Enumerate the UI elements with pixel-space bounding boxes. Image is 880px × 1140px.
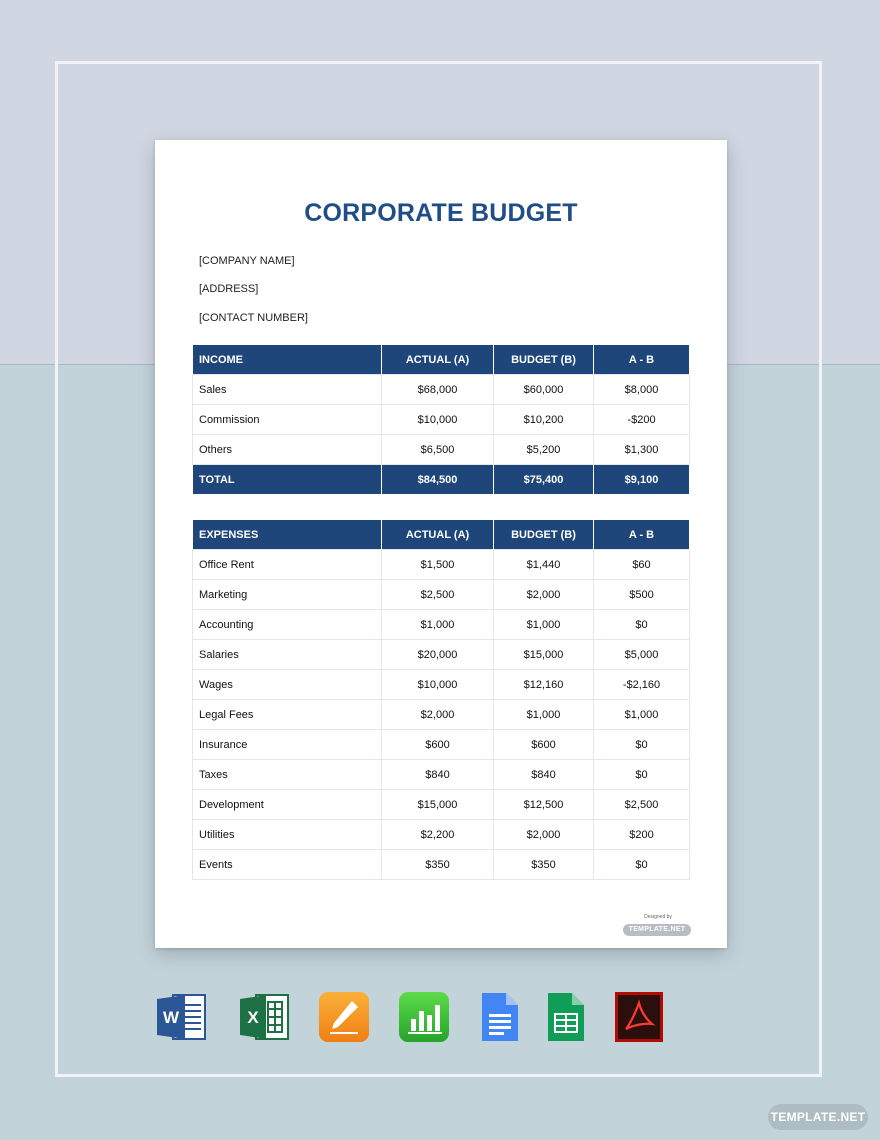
table-row <box>193 670 690 700</box>
row-label: Utilities <box>193 820 382 850</box>
budget-header: BUDGET (B) <box>494 520 594 550</box>
actual-value: $350 <box>382 850 494 880</box>
document-title: CORPORATE BUDGET <box>304 199 578 227</box>
row-label: Accounting <box>193 610 382 640</box>
google-sheets-icon[interactable] <box>546 991 598 1043</box>
table-row <box>193 640 690 670</box>
company-name: [COMPANY NAME] <box>199 255 295 267</box>
word-icon[interactable] <box>155 991 207 1043</box>
format-icons-bar <box>0 991 880 1045</box>
acrobat-icon[interactable] <box>614 991 666 1043</box>
table-row <box>193 820 690 850</box>
expenses-table <box>192 520 690 880</box>
table-row <box>193 850 690 880</box>
svg-text:W: W <box>162 1008 180 1027</box>
difference-value: -$2,160 <box>594 670 690 700</box>
row-label: Commission <box>193 405 382 435</box>
row-label: Taxes <box>193 760 382 790</box>
actual-value: $6,500 <box>382 435 494 465</box>
row-label: Events <box>193 850 382 880</box>
table-row <box>193 730 690 760</box>
income-header-row <box>193 345 690 375</box>
budget-value: $840 <box>494 760 594 790</box>
difference-value: $0 <box>594 850 690 880</box>
budget-value: $600 <box>494 730 594 760</box>
budget-value: $5,200 <box>494 435 594 465</box>
contact-number: [CONTACT NUMBER] <box>199 312 308 324</box>
total-difference: $9,100 <box>594 465 690 495</box>
difference-value: $0 <box>594 760 690 790</box>
total-actual: $84,500 <box>382 465 494 495</box>
actual-value: $1,000 <box>382 610 494 640</box>
pages-icon[interactable] <box>318 991 370 1043</box>
total-row <box>193 465 690 495</box>
actual-header: ACTUAL (A) <box>382 520 494 550</box>
difference-value: $5,000 <box>594 640 690 670</box>
budget-value: $1,000 <box>494 700 594 730</box>
budget-value: $350 <box>494 850 594 880</box>
table-row <box>193 435 690 465</box>
expenses-header-row <box>193 520 690 550</box>
document-page <box>155 140 727 948</box>
designed-by-label: Designed by <box>644 914 672 920</box>
budget-header: BUDGET (B) <box>494 345 594 375</box>
difference-value: $1,300 <box>594 435 690 465</box>
row-label: Office Rent <box>193 550 382 580</box>
budget-value: $1,000 <box>494 610 594 640</box>
actual-value: $2,000 <box>382 700 494 730</box>
budget-value: $10,200 <box>494 405 594 435</box>
actual-value: $2,500 <box>382 580 494 610</box>
actual-value: $600 <box>382 730 494 760</box>
budget-value: $1,440 <box>494 550 594 580</box>
budget-value: $2,000 <box>494 580 594 610</box>
row-label: Sales <box>193 375 382 405</box>
address: [ADDRESS] <box>199 283 259 295</box>
difference-value: $1,000 <box>594 700 690 730</box>
difference-value: $0 <box>594 730 690 760</box>
row-label: Development <box>193 790 382 820</box>
row-label: Legal Fees <box>193 700 382 730</box>
table-row <box>193 375 690 405</box>
actual-value: $68,000 <box>382 375 494 405</box>
actual-value: $10,000 <box>382 670 494 700</box>
difference-value: -$200 <box>594 405 690 435</box>
income-table <box>192 345 690 494</box>
difference-value: $500 <box>594 580 690 610</box>
numbers-icon[interactable] <box>398 991 450 1043</box>
expenses-header: EXPENSES <box>193 520 382 550</box>
watermark-badge: TEMPLATE.NET <box>768 1104 868 1130</box>
actual-value: $840 <box>382 760 494 790</box>
table-row <box>193 610 690 640</box>
actual-header: ACTUAL (A) <box>382 345 494 375</box>
total-budget: $75,400 <box>494 465 594 495</box>
difference-value: $200 <box>594 820 690 850</box>
budget-value: $15,000 <box>494 640 594 670</box>
total-label: TOTAL <box>193 465 382 495</box>
budget-value: $12,500 <box>494 790 594 820</box>
difference-header: A - B <box>594 520 690 550</box>
google-docs-icon[interactable] <box>476 991 528 1043</box>
excel-icon[interactable] <box>238 991 290 1043</box>
actual-value: $10,000 <box>382 405 494 435</box>
difference-value: $0 <box>594 610 690 640</box>
difference-value: $60 <box>594 550 690 580</box>
budget-value: $2,000 <box>494 820 594 850</box>
actual-value: $15,000 <box>382 790 494 820</box>
difference-value: $2,500 <box>594 790 690 820</box>
difference-value: $8,000 <box>594 375 690 405</box>
income-header: INCOME <box>193 345 382 375</box>
actual-value: $2,200 <box>382 820 494 850</box>
table-row <box>193 760 690 790</box>
table-row <box>193 700 690 730</box>
table-row <box>193 550 690 580</box>
row-label: Salaries <box>193 640 382 670</box>
table-row <box>193 790 690 820</box>
row-label: Others <box>193 435 382 465</box>
row-label: Marketing <box>193 580 382 610</box>
difference-header: A - B <box>594 345 690 375</box>
actual-value: $1,500 <box>382 550 494 580</box>
row-label: Insurance <box>193 730 382 760</box>
budget-value: $12,160 <box>494 670 594 700</box>
table-row <box>193 580 690 610</box>
row-label: Wages <box>193 670 382 700</box>
brand-badge-small: TEMPLATE.NET <box>623 924 691 936</box>
budget-value: $60,000 <box>494 375 594 405</box>
actual-value: $20,000 <box>382 640 494 670</box>
table-row <box>193 405 690 435</box>
svg-text:X: X <box>247 1008 259 1027</box>
